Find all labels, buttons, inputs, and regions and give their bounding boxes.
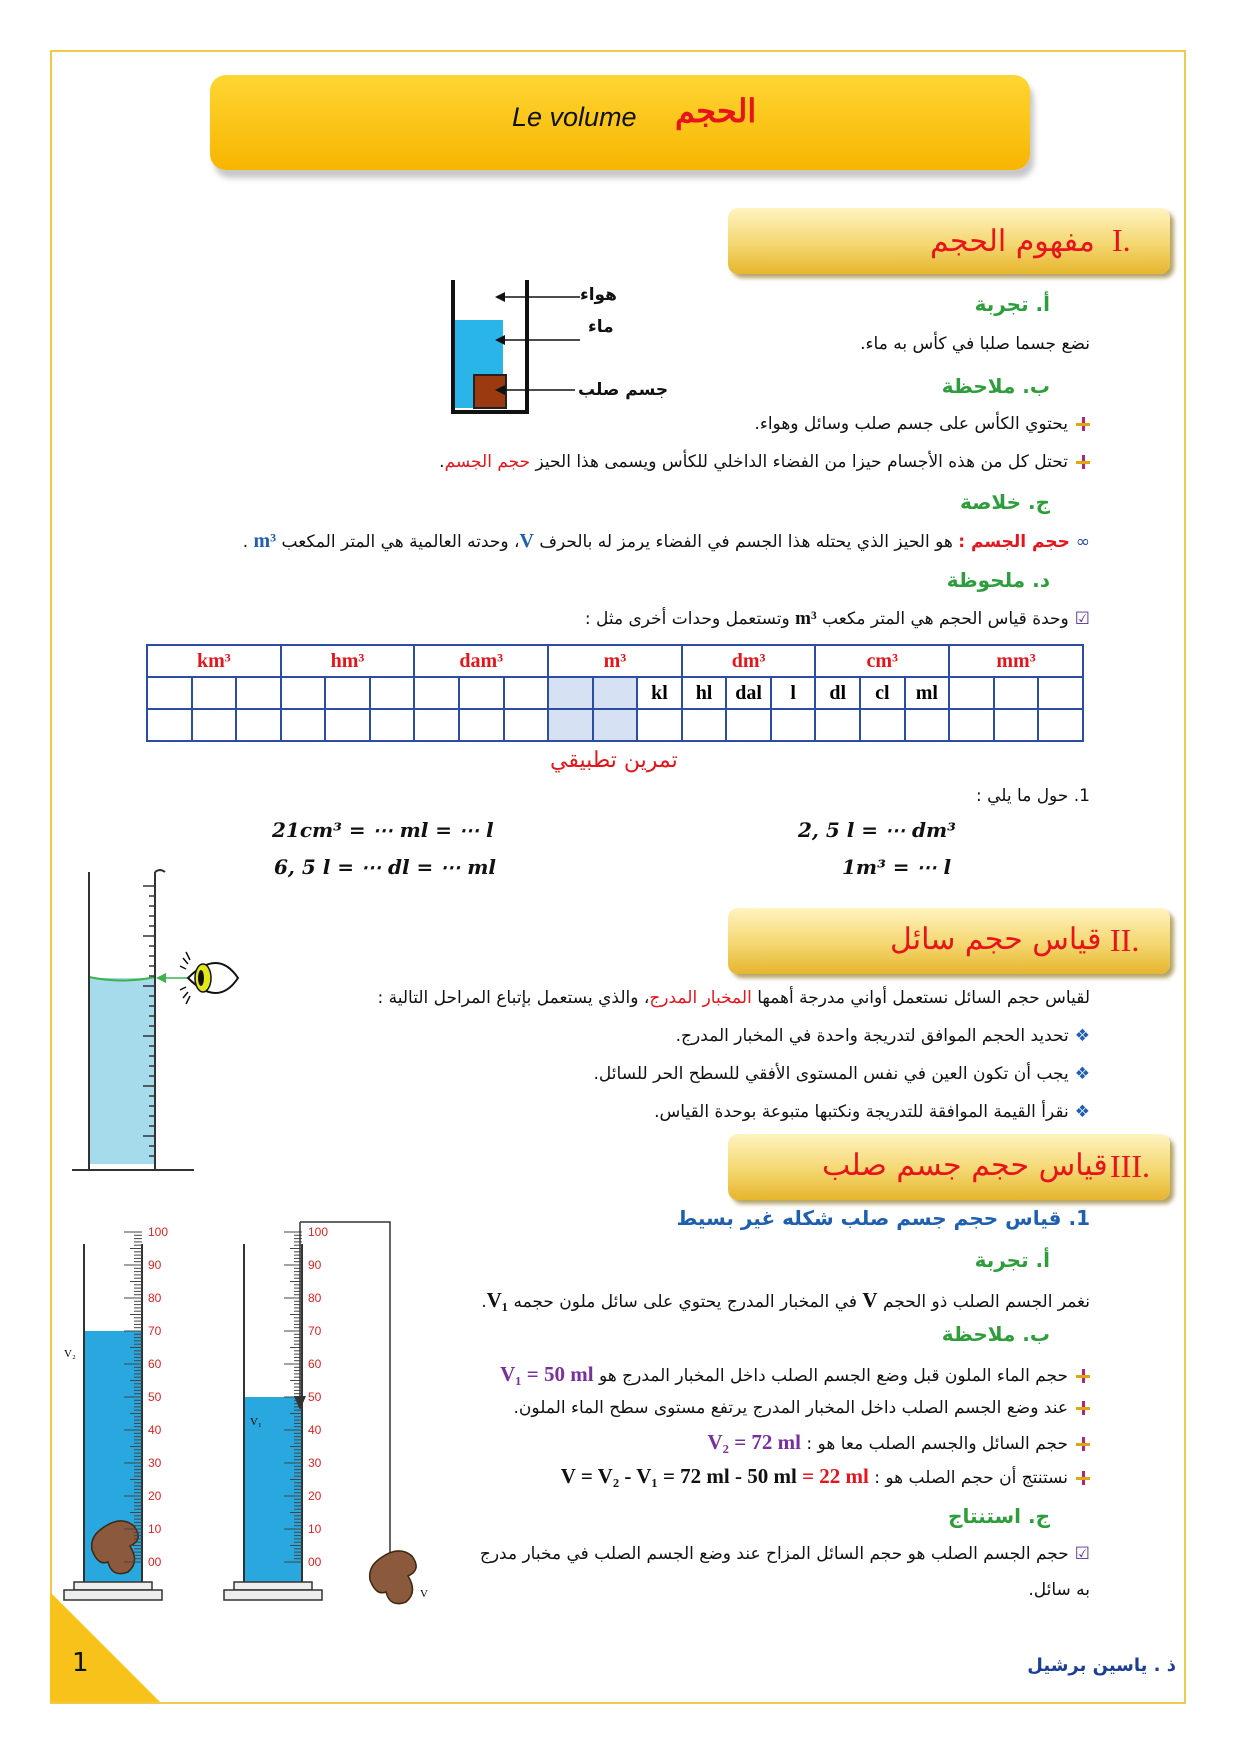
scale-label: 40 xyxy=(308,1423,322,1437)
liter-cell: hl xyxy=(682,677,727,709)
section-2-intro: لقياس حجم السائل نستعمل أواني مدرجة أهمها المخبار المدرج، والذي يستعمل بإتباع المراحل التالية : xyxy=(377,988,1090,1008)
scale-label: 60 xyxy=(148,1357,162,1371)
table-cell xyxy=(459,677,504,709)
observation-2: تحتل كل من هذه الأجسام حيزا من الفضاء الداخلي للكأس ويسمى هذا الحيز حجم الجسم. xyxy=(439,452,1090,472)
plus-bullet-icon xyxy=(1076,1437,1090,1451)
scale-label: 50 xyxy=(148,1390,162,1404)
section-1-title: مفهوم الحجم xyxy=(930,224,1095,259)
scale-label: 80 xyxy=(308,1291,322,1305)
label-solid: جسم صلب xyxy=(578,380,669,400)
author-name: ذ . ياسين برشيل xyxy=(1027,1655,1176,1676)
liter-cell: cl xyxy=(860,677,905,709)
step-3: ❖نقرأ القيمة الموافقة للتدريجة ونكتبها متبوعة بوحدة القياس. xyxy=(654,1102,1090,1122)
scale-label: 70 xyxy=(148,1324,162,1338)
section-3-experiment: نغمر الجسم الصلب ذو الحجم V في المخبار المدرج يحتوي على سائل ملون حجمه V₁. xyxy=(481,1288,1090,1312)
conclusion-text: ∞حجم الجسم : هو الحيز الذي يحتله هذا الجسم في الفضاء يرمز له بالحرف V، وحدته العالمية هي المتر المكعب m³ . xyxy=(242,530,1090,552)
checkbox-icon: ☑ xyxy=(1074,1544,1090,1564)
diamond-bullet-icon: ❖ xyxy=(1074,1026,1090,1046)
section-3-conclusion-label: ج. استنتاج xyxy=(948,1504,1050,1528)
table-cell xyxy=(593,677,638,709)
observation-1: يحتوي الكأس على جسم صلب وسائل وهواء. xyxy=(754,414,1090,434)
table-cell xyxy=(994,677,1039,709)
liter-cell: dl xyxy=(815,677,860,709)
title-french: Le volume xyxy=(512,102,637,132)
units-row xyxy=(147,645,1083,677)
section-3-conclusion-1: ☑حجم الجسم الصلب هو حجم السائل المزاح عند وضع الجسم الصلب في مخبار مدرج xyxy=(479,1544,1090,1564)
observation-label: ب. ملاحظة xyxy=(941,374,1050,398)
diamond-bullet-icon: ❖ xyxy=(1074,1102,1090,1122)
scale-label: 90 xyxy=(308,1258,322,1272)
units-table xyxy=(146,644,1084,742)
table-cell xyxy=(281,677,326,709)
section-3-title: قياس حجم جسم صلب xyxy=(822,1148,1108,1183)
sight-arrow xyxy=(156,973,166,983)
scale-label: 80 xyxy=(148,1291,162,1305)
scale-label: 30 xyxy=(308,1456,322,1470)
table-cell xyxy=(504,677,549,709)
solid-body-outside xyxy=(370,1551,417,1604)
cylinder-eye-diagram xyxy=(68,868,248,1173)
table-cell xyxy=(370,677,415,709)
empty-row xyxy=(147,709,1083,741)
unit-cell: m³ xyxy=(548,645,682,677)
scale-label: 70 xyxy=(308,1324,322,1338)
label-air: هواء xyxy=(580,285,617,305)
section-1-number: I. xyxy=(1112,222,1131,258)
experiment-text: نضع جسما صلبا في كأس به ماء. xyxy=(860,334,1090,354)
scale-label: 10 xyxy=(148,1522,162,1536)
obs-4: نستنتج أن حجم الصلب هو : V = V₂ - V₁ = 72 ml - 50 ml = 22 ml xyxy=(561,1464,1090,1489)
section-2-title: قياس حجم سائل xyxy=(890,922,1102,957)
scale-label: 90 xyxy=(148,1258,162,1272)
page-number: 1 xyxy=(72,1648,89,1678)
note-text: ☑وحدة قياس الحجم هي المتر مكعب m³ وتستعمل وحدات أخرى مثل : xyxy=(584,608,1090,629)
title-arabic: الحجم xyxy=(675,92,757,130)
arrow-air xyxy=(495,292,505,302)
scale-label: 10 xyxy=(308,1522,322,1536)
section-3-experiment-label: أ. تجربة xyxy=(974,1248,1050,1272)
note-label: د. ملحوظة xyxy=(946,568,1050,592)
infinity-bullet-icon: ∞ xyxy=(1075,532,1090,552)
scale-label: 100 xyxy=(308,1225,329,1239)
plus-bullet-icon xyxy=(1076,455,1090,469)
label-v: V xyxy=(420,1588,428,1600)
plus-bullet-icon xyxy=(1076,417,1090,431)
unit-cell: cm³ xyxy=(815,645,949,677)
table-cell xyxy=(147,677,192,709)
liter-cell: dal xyxy=(726,677,771,709)
obs-1: حجم الماء الملون قبل وضع الجسم الصلب داخل المخبار المدرج هو V₁ = 50 ml xyxy=(500,1362,1090,1387)
unit-cell: dm³ xyxy=(682,645,816,677)
label-v1: V₁ xyxy=(250,1416,262,1428)
liter-cell: kl xyxy=(637,677,682,709)
unit-cell: hm³ xyxy=(281,645,415,677)
exercise-item: 1. حول ما يلي : xyxy=(975,786,1090,806)
plus-bullet-icon xyxy=(1076,1471,1090,1485)
experiment-label: أ. تجربة xyxy=(974,292,1050,316)
label-water: ماء xyxy=(588,317,614,337)
table-cell xyxy=(192,677,237,709)
scale-label: 20 xyxy=(308,1489,322,1503)
unit-cell: dam³ xyxy=(414,645,548,677)
liter-cell: l xyxy=(771,677,816,709)
section-3-observation-label: ب. ملاحظة xyxy=(941,1322,1050,1346)
eye-icon xyxy=(180,952,238,1004)
scale-label: 40 xyxy=(148,1423,162,1437)
equation-1: 2, 5 l = ⋯ dm³ xyxy=(798,818,956,842)
table-cell xyxy=(414,677,459,709)
liters-row xyxy=(147,677,1083,709)
table-cell xyxy=(1038,677,1083,709)
plus-bullet-icon xyxy=(1076,1401,1090,1415)
table-cell xyxy=(548,677,593,709)
scale-label: 20 xyxy=(148,1489,162,1503)
page-number-corner xyxy=(50,1592,160,1702)
scale-label: 60 xyxy=(308,1357,322,1371)
label-v2: V₂ xyxy=(64,1348,76,1360)
equation-4: 6, 5 l = ⋯ dl = ⋯ ml xyxy=(274,855,496,879)
section-3-conclusion-2: به سائل. xyxy=(1028,1580,1090,1600)
section-3-sub: 1. قياس حجم جسم صلب شكله غير بسيط xyxy=(676,1206,1090,1230)
equation-3: 1m³ = ⋯ l xyxy=(842,855,952,879)
exercise-title: تمرين تطبيقي xyxy=(550,748,678,773)
obs-2: عند وضع الجسم الصلب داخل المخبار المدرج يرتفع مستوى سطح الماء الملون. xyxy=(514,1398,1090,1418)
scale-label: 100 xyxy=(148,1225,169,1239)
table-cell xyxy=(236,677,281,709)
section-3-number: III. xyxy=(1110,1148,1150,1184)
section-2-number: II. xyxy=(1110,922,1140,958)
scale-label: 00 xyxy=(148,1555,162,1569)
table-cell xyxy=(325,677,370,709)
obs-3: حجم السائل والجسم الصلب معا هو : V₂ = 72 ml xyxy=(708,1430,1091,1455)
scale-label: 30 xyxy=(148,1456,162,1470)
scale-label: 50 xyxy=(308,1390,322,1404)
liter-cell: ml xyxy=(905,677,950,709)
two-cylinders-diagram xyxy=(60,1210,460,1610)
step-1: ❖تحديد الحجم الموافق لتدريجة واحدة في المخبار المدرج. xyxy=(675,1026,1090,1046)
conclusion-label: ج. خلاصة xyxy=(959,490,1050,514)
step-2: ❖يجب أن تكون العين في نفس المستوى الأفقي للسطح الحر للسائل. xyxy=(593,1064,1090,1084)
checkbox-icon: ☑ xyxy=(1074,609,1090,629)
unit-cell: km³ xyxy=(147,645,281,677)
equation-2: 21cm³ = ⋯ ml = ⋯ l xyxy=(272,818,494,842)
unit-cell: mm³ xyxy=(949,645,1083,677)
table-cell xyxy=(949,677,994,709)
scale-label: 00 xyxy=(308,1555,322,1569)
plus-bullet-icon xyxy=(1076,1369,1090,1383)
diamond-bullet-icon: ❖ xyxy=(1074,1064,1090,1084)
